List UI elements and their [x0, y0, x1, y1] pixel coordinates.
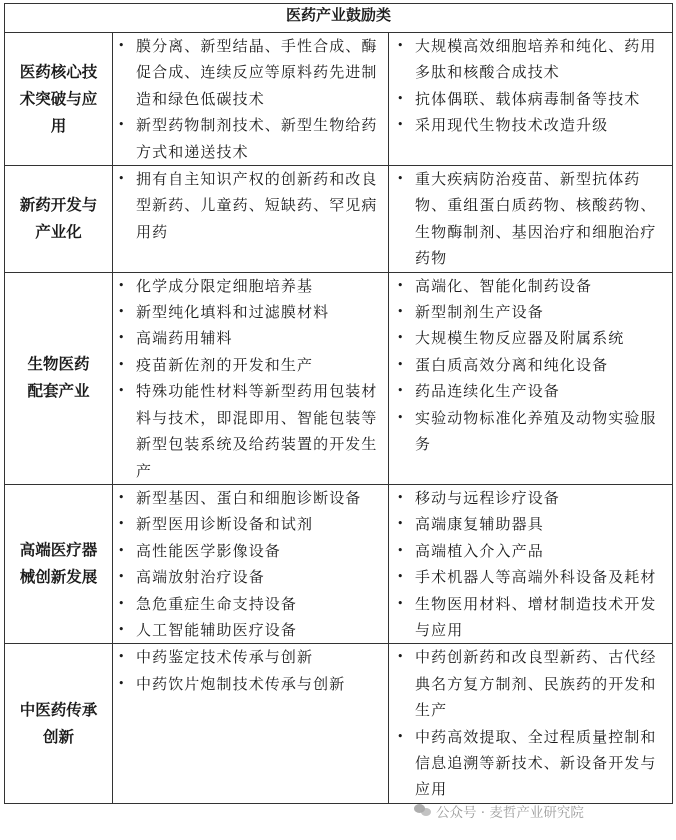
list-item — [389, 724, 672, 803]
bullet-icon: • — [118, 357, 126, 371]
item-text: 新型医用诊断设备和试剂 — [136, 515, 314, 534]
item-text: 高端植入介入产品 — [415, 541, 544, 560]
table-row — [5, 33, 673, 166]
item-text: 抗体偶联、载体病毒制备等技术 — [415, 89, 641, 108]
table-row — [5, 484, 673, 643]
bullet-icon: • — [397, 543, 405, 557]
list-item — [389, 378, 672, 404]
bullet-icon: • — [118, 517, 126, 531]
item-text: 膜分离、新型结晶、手性合成、酶促合成、连续反应等原料药先进制造和绿色低碳技术 — [136, 37, 378, 108]
bullet-icon: • — [397, 39, 405, 52]
bullet-icon: • — [118, 650, 126, 664]
item-text: 新型基因、蛋白和细胞诊断设备 — [136, 488, 362, 507]
bullet-icon: • — [118, 39, 126, 52]
category-cell — [5, 272, 113, 484]
left-items-cell — [113, 166, 389, 273]
bullet-icon: • — [397, 410, 405, 424]
list-item — [113, 325, 388, 351]
item-text: 疫苗新佐剂的开发和生产 — [136, 355, 314, 374]
item-text: 中药高效提取、全过程质量控制和信息追溯等新技术、新设备开发与应用 — [415, 727, 657, 799]
item-text: 蛋白质高效分离和纯化设备 — [415, 355, 609, 374]
list-item — [389, 644, 672, 723]
category-cell — [5, 484, 113, 643]
item-text: 高端化、智能化制药设备 — [415, 276, 593, 295]
bullet-icon: • — [118, 118, 126, 132]
list-item — [389, 352, 672, 378]
item-list — [113, 33, 388, 165]
bullet-icon: • — [118, 622, 126, 636]
list-item — [389, 86, 672, 112]
bullet-icon: • — [397, 118, 405, 132]
category-label: 配套产业 — [27, 382, 90, 401]
category-label: 创新 — [42, 727, 74, 746]
item-list — [389, 273, 672, 458]
watermark-text: 公众号 · 麦哲产业研究院 — [436, 805, 584, 821]
table-header-row — [5, 4, 673, 33]
item-text: 高端放射治疗设备 — [136, 568, 265, 587]
bullet-icon: • — [397, 384, 405, 398]
bullet-icon: • — [118, 543, 126, 557]
bullet-icon: • — [118, 172, 126, 186]
list-item — [113, 485, 388, 511]
item-text: 采用现代生物技术改造升级 — [415, 116, 609, 135]
item-list — [113, 273, 388, 484]
left-items-cell — [113, 272, 389, 484]
left-items-cell — [113, 644, 389, 803]
bullet-icon: • — [118, 676, 126, 690]
list-item — [113, 378, 388, 484]
list-item — [113, 166, 388, 245]
bullet-icon: • — [118, 331, 126, 345]
item-text: 高端康复辅助器具 — [415, 515, 544, 534]
list-item — [113, 564, 388, 590]
bullet-icon: • — [397, 650, 405, 664]
list-item — [113, 644, 388, 670]
industry-table — [4, 3, 673, 804]
item-text: 中药创新药和改良型新药、古代经典名方复方制剂、民族药的开发和生产 — [415, 648, 657, 720]
bullet-icon: • — [118, 570, 126, 584]
bullet-icon: • — [118, 384, 126, 398]
category-label: 生物医药 — [27, 355, 90, 374]
list-item — [113, 299, 388, 325]
list-item — [113, 112, 388, 165]
item-text: 大规模高效细胞培养和纯化、药用多肽和核酸合成技术 — [415, 37, 657, 82]
list-item — [389, 405, 672, 458]
right-items-cell — [389, 166, 673, 273]
list-item — [113, 352, 388, 378]
item-text: 中药饮片炮制技术传承与创新 — [136, 674, 346, 693]
list-item — [389, 112, 672, 138]
item-text: 重大疾病防治疫苗、新型抗体药物、重组蛋白质药物、核酸药物、生物酶制剂、基因治疗和细胞治疗药物 — [415, 170, 657, 268]
left-items-cell — [113, 484, 389, 643]
left-items-cell — [113, 33, 389, 166]
bullet-icon: • — [397, 305, 405, 319]
category-label: 中医药传承 — [19, 700, 98, 719]
item-text: 药品连续化生产设备 — [415, 382, 560, 401]
bullet-icon: • — [397, 570, 405, 584]
bullet-icon: • — [397, 357, 405, 371]
category-label: 产业化 — [35, 222, 82, 241]
category-label: 术突破与应 — [19, 89, 98, 108]
item-text: 中药鉴定技术传承与创新 — [136, 648, 314, 667]
category-label: 医药核心技 — [19, 62, 98, 81]
item-list — [113, 644, 388, 697]
list-item — [113, 671, 388, 697]
watermark — [414, 801, 584, 821]
bullet-icon: • — [118, 596, 126, 610]
item-text: 新型制剂生产设备 — [415, 303, 544, 322]
list-item — [113, 538, 388, 564]
item-text: 特殊功能性材料等新型药用包装材料与技术，即混即用、智能包装等新型包装系统及给药装置的开发生产 — [136, 382, 378, 480]
table-row — [5, 166, 673, 273]
item-list — [389, 485, 672, 643]
item-list — [113, 166, 388, 245]
category-label: 械创新发展 — [19, 568, 98, 587]
category-label: 用 — [50, 116, 67, 135]
item-text: 手术机器人等高端外科设备及耗材 — [415, 568, 657, 587]
list-item — [389, 538, 672, 564]
category-cell — [5, 166, 113, 273]
item-text: 拥有自主知识产权的创新药和改良型新药、儿童药、短缺药、罕见病用药 — [136, 170, 378, 241]
table-row — [5, 644, 673, 803]
item-text: 新型纯化填料和过滤膜材料 — [136, 303, 330, 322]
bullet-icon: • — [397, 517, 405, 531]
bullet-icon: • — [397, 729, 405, 743]
bullet-icon: • — [397, 91, 405, 105]
bullet-icon: • — [118, 278, 126, 292]
list-item — [113, 511, 388, 537]
item-text: 大规模生物反应器及附属系统 — [415, 329, 625, 348]
item-text: 急危重症生命支持设备 — [136, 594, 298, 613]
bullet-icon: • — [397, 172, 405, 186]
list-item — [113, 33, 388, 112]
right-items-cell — [389, 272, 673, 484]
item-list — [389, 644, 672, 802]
item-text: 高性能医学影像设备 — [136, 541, 281, 560]
category-label: 新药开发与 — [19, 195, 98, 214]
list-item — [389, 511, 672, 537]
category-cell — [5, 644, 113, 803]
table-row — [5, 272, 673, 484]
category-label: 高端医疗器 — [19, 541, 98, 560]
item-text: 高端药用辅料 — [136, 329, 233, 348]
item-list — [113, 485, 388, 643]
list-item — [389, 299, 672, 325]
list-item — [389, 325, 672, 351]
bullet-icon: • — [397, 278, 405, 292]
item-list — [389, 33, 672, 139]
item-text: 生物医用材料、增材制造技术开发与应用 — [415, 594, 657, 639]
table-title: 医药产业鼓励类 — [5, 4, 673, 33]
item-text: 移动与远程诊疗设备 — [415, 488, 560, 507]
right-items-cell — [389, 644, 673, 803]
item-text: 人工智能辅助医疗设备 — [136, 620, 298, 639]
item-list — [389, 166, 672, 272]
list-item — [389, 273, 672, 299]
bullet-icon: • — [397, 490, 405, 504]
item-text: 实验动物标准化养殖及动物实验服务 — [415, 408, 657, 454]
bullet-icon: • — [118, 305, 126, 319]
list-item — [389, 33, 672, 86]
bullet-icon: • — [397, 331, 405, 345]
item-text: 化学成分限定细胞培养基 — [136, 276, 314, 295]
category-cell — [5, 33, 113, 166]
list-item — [389, 591, 672, 644]
list-item — [389, 485, 672, 511]
list-item — [389, 166, 672, 272]
item-text: 新型药物制剂技术、新型生物给药方式和递送技术 — [136, 116, 378, 161]
list-item — [113, 617, 388, 643]
right-items-cell — [389, 484, 673, 643]
right-items-cell — [389, 33, 673, 166]
list-item — [113, 591, 388, 617]
list-item — [113, 273, 388, 299]
bullet-icon: • — [118, 490, 126, 504]
list-item — [389, 564, 672, 590]
wechat-icon — [414, 804, 432, 818]
bullet-icon: • — [397, 596, 405, 610]
